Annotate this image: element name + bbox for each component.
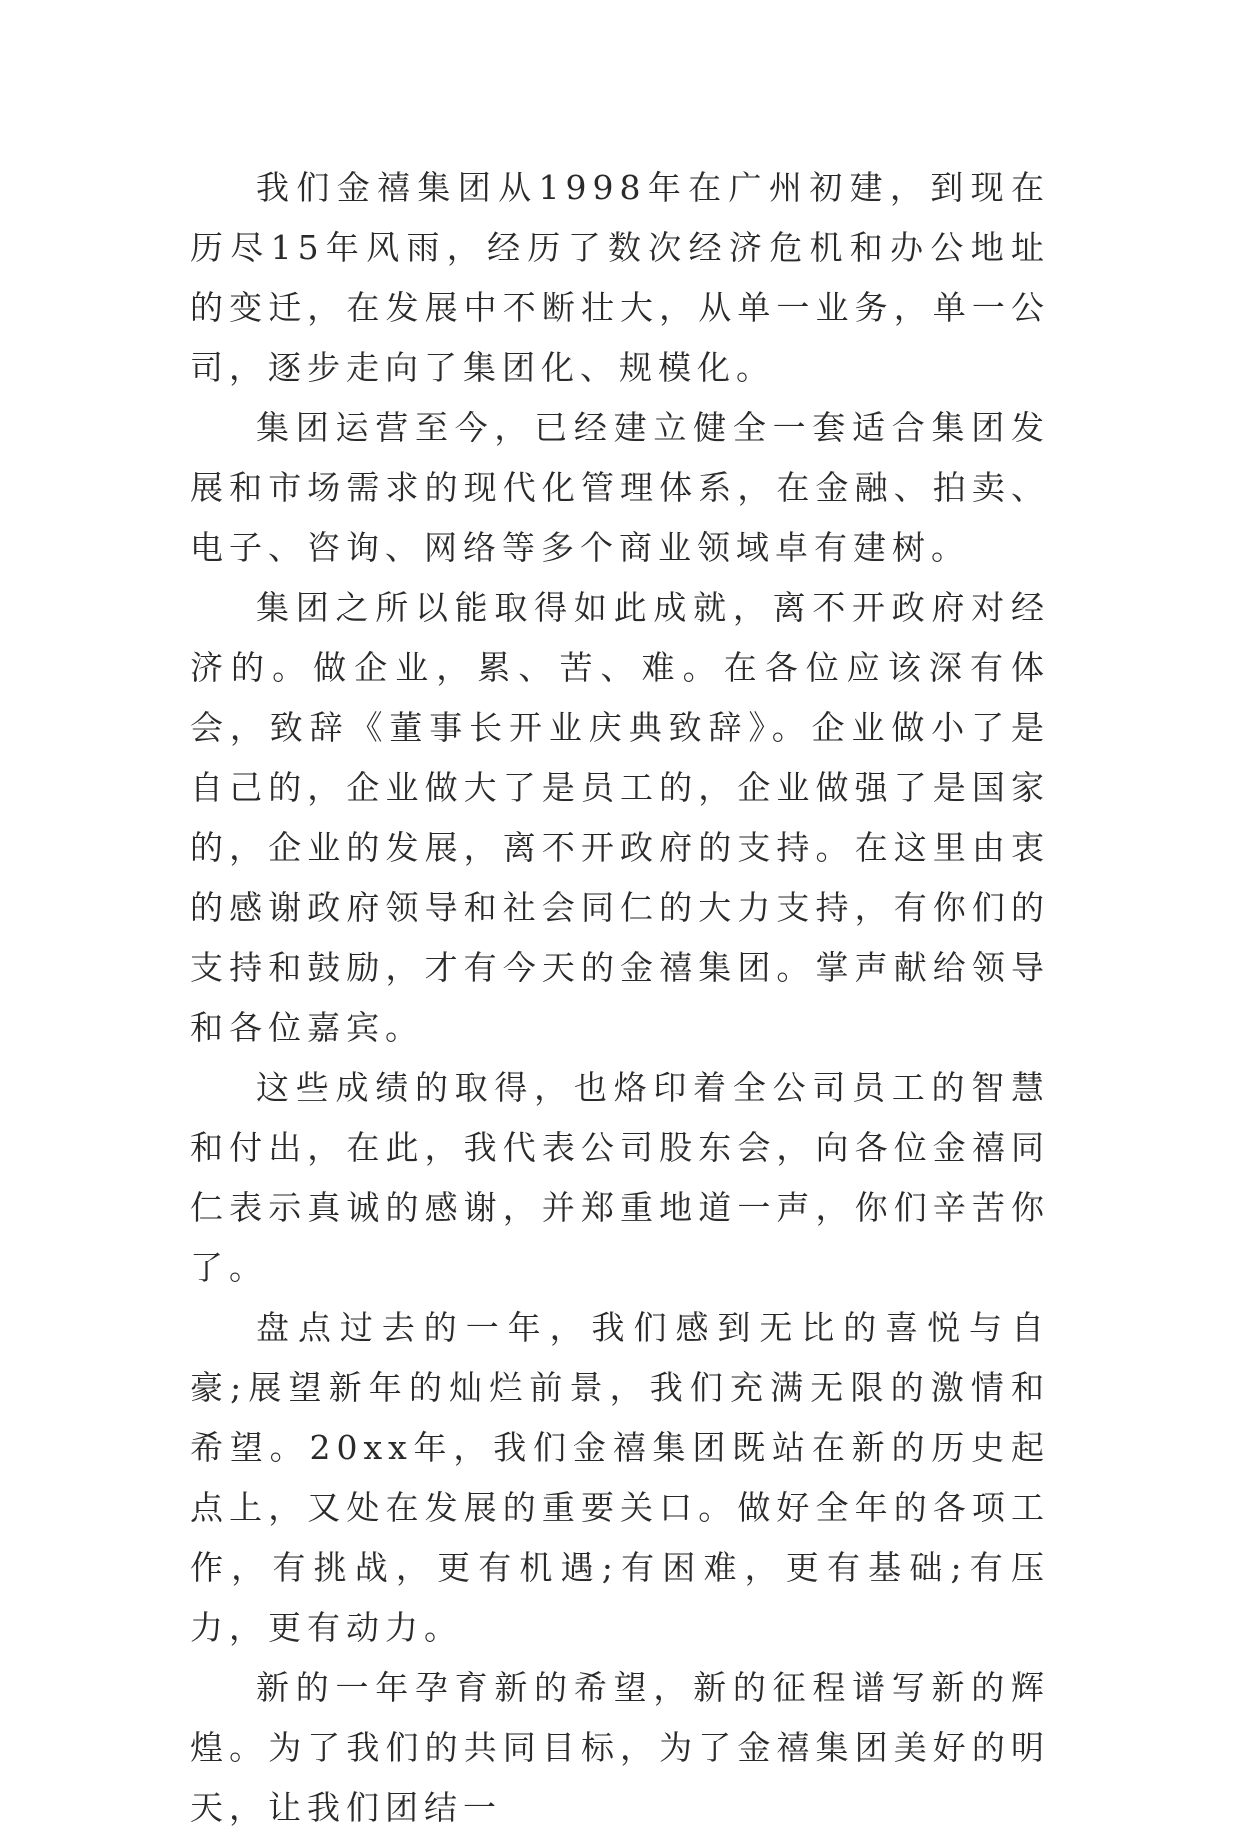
paragraph-new-year-outlook: 盘点过去的一年，我们感到无比的喜悦与自豪;展望新年的灿烂前景，我们充满无限的激情和希望。20xx年，我们金禧集团既站在新的历史起点上，又处在发展的重要关口。做好全年的各项工作，有挑战，更有机遇;有困难，更有基础;有压力，更有动力。 <box>190 1308 1050 1647</box>
paragraph-staff-thanks: 这些成绩的取得，也烙印着全公司员工的智慧和付出，在此，我代表公司股东会，向各位金禧同仁表示真诚的感谢，并郑重地道一声，你们辛苦你了。 <box>190 1068 1050 1287</box>
paragraph-closing: 新的一年孕育新的希望，新的征程谱写新的辉煌。为了我们的共同目标，为了金禧集团美好的明天，让我们团结一 <box>190 1668 1050 1827</box>
paragraph-government-thanks: 集团之所以能取得如此成就，离不开政府对经济的。做企业，累、苦、难。在各位应该深有体会，致辞《董事长开业庆典致辞》。企业做小了是自己的，企业做大了是员工的，企业做强了是国家的，企业的发展，离不开政府的支持。在这里由衷的感谢政府领导和社会同仁的大力支持，有你们的支持和鼓励，才有今天的金禧集团。掌声献给领导和各位嘉宾。 <box>190 588 1050 1047</box>
document-body <box>190 158 1050 1838</box>
paragraph-history: 我们金禧集团从1998年在广州初建，到现在历尽15年风雨，经历了数次经济危机和办公地址的变迁，在发展中不断壮大，从单一业务，单一公司，逐步走向了集团化、规模化。 <box>190 168 1050 387</box>
paragraph-management: 集团运营至今，已经建立健全一套适合集团发展和市场需求的现代化管理体系，在金融、拍卖、电子、咨询、网络等多个商业领域卓有建树。 <box>190 408 1050 567</box>
